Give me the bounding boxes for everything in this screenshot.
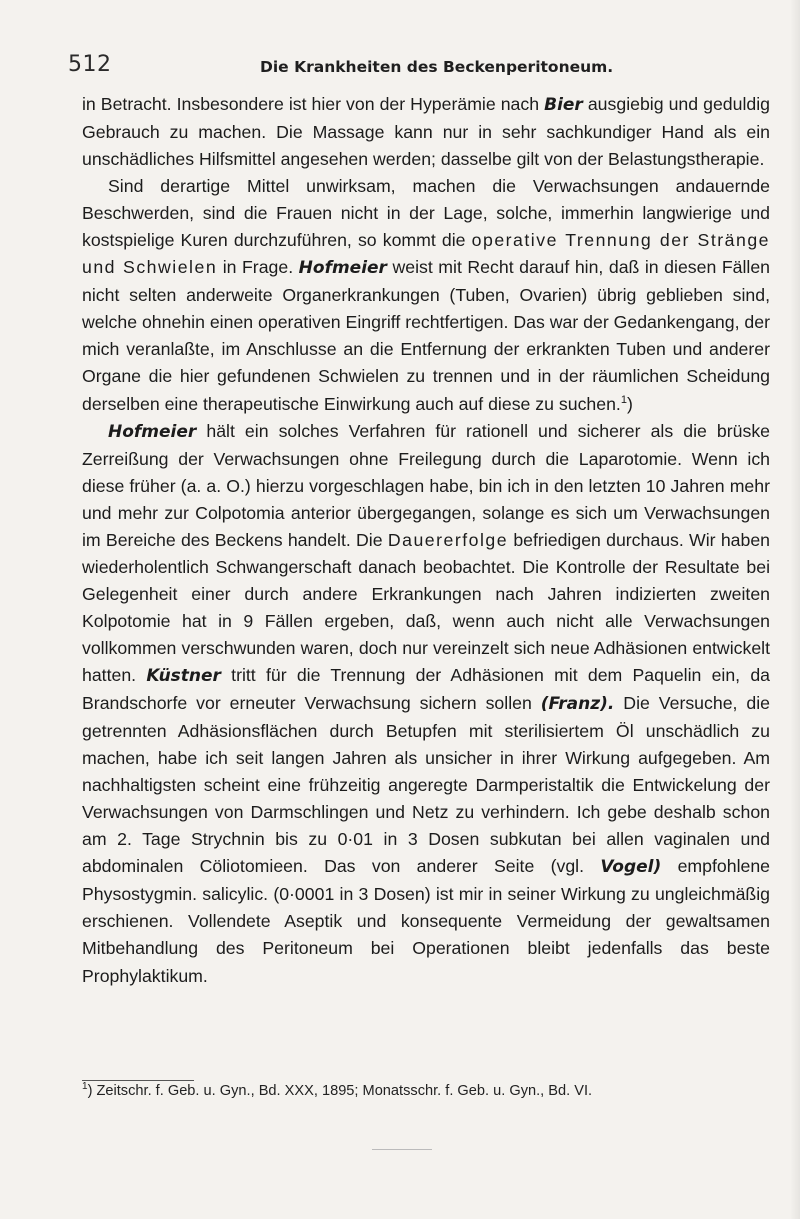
paragraph-3 [82, 418, 770, 990]
emphasis-spaced: operative Trennung der Stränge und Schwielen [82, 230, 770, 278]
footnote-mark: 1 [82, 1081, 88, 1093]
paragraph-2 [82, 173, 770, 417]
text-run: hält ein solches Verfahren für rationell und sicherer als die brüske Zerreißung der Verwachsungen ohne Freilegung durch die Laparotomie. Wenn ich diese früher (a. a. O.) hierzu vorgeschlagen habe, bin ich in den letzten 10 Jahren mehr und mehr zur Colpotomia anterior übergegangen, solange es sich um Verwachsungen im Bereiche des Beckens handelt. Die [82, 420, 770, 550]
paragraph-1 [82, 91, 770, 173]
author-name: Hofmeier [298, 258, 387, 279]
text-run: Sind derartige Mittel unwirksam, machen die Verwachsungen andauernde Beschwerden, sind die Frauen nicht in der Lage, solche, immerhin langwierige und kostspielige Kuren durchzuführen, so kommt die [82, 176, 770, 251]
author-name: Küstner [146, 665, 221, 686]
author-name: Hofmeier [108, 421, 197, 442]
text-run: tritt für die Trennung der Adhäsionen mit dem Paquelin ein, da Brandschorfe vor erneuter Verwachsung sichern sollen [82, 664, 770, 714]
footnote-text: ) Zeitschr. f. Geb. u. Gyn., Bd. XXX, 1895; Monatsschr. f. Geb. u. Gyn., Bd. VI. [87, 1083, 593, 1099]
body-text [82, 91, 770, 990]
text-run: empfohlene Physostygmin. salicylic. (0·0001 in 3 Dosen) ist mir in seiner Wirkung zu ungleichmäßig erschienen. Vollendete Aseptik und konsequente Vermeidung der gewaltsamen Mitbehandlung des Peritoneum bei Operationen bleibt jedenfalls das beste Prophylaktikum. [82, 856, 771, 986]
text-run: weist mit Recht darauf hin, daß in diesen Fällen nicht selten anderweite Organerkrankungen (Tuben, Ovarien) übrig geblieben sind, welche ohnehin einen operativen Eingriff rechtfertigen. Das war der Gedankengang, der mich veranlaßte, im Anschlusse an die Entfernung der erkrankten Tuben und anderer Organe die hier gefundenen Schwielen zu trennen und in der räumlichen Scheidung derselben eine therapeutische Einwirkung auch auf diese zu suchen. [82, 257, 770, 414]
text-run: ausgiebig und geduldig Gebrauch zu machen. Die Massage kann nur in sehr sachkundiger Hand als ein unschädliches Hilfsmittel angesehen werden; dasselbe gilt von der Belastungstherapie. [82, 94, 771, 170]
emphasis-spaced: Dauererfolge [387, 529, 509, 550]
text-run: in Frage. [217, 257, 299, 278]
text-run: befriedigen durchaus. Wir haben wiederholentlich Schwangerschaft danach beobachtet. Die Kontrolle der Resultate bei Gelegenheit einer durch andere Erkrankungen nach Jahren indizierten zweiten Kolpotomie hat in 9 Fällen ergeben, daß, wenn auch nicht alle Verwachsungen vollkommen verschwunden waren, doch nur vereinzelt sich neue Adhäsionen entwickelt hatten. [82, 529, 770, 685]
page-header [68, 48, 780, 78]
running-head: Die Krankheiten des Beckenperitoneum. [260, 58, 614, 76]
page-edge-shadow [790, 0, 800, 1219]
bottom-divider [372, 1149, 432, 1150]
page-number: 512 [68, 52, 112, 77]
text-run: in Betracht. Insbesondere ist hier von der Hyperämie nach [82, 94, 545, 114]
author-name: (Franz). [540, 694, 615, 715]
text-run: Die Versuche, die getrennten Adhäsionsflächen durch Betupfen mit sterilisiertem Öl unschädlich zu machen, habe ich seit langen Jahren als unsicher in ihrer Wirkung aufgegeben. Am nachhaltigsten scheint eine frühzeitig angeregte Darmperistaltik die Entwickelung der Verwachsungen von Darmschlingen und Netz zu verhindern. Ich gebe deshalb schon am 2. Tage Strychnin bis zu 0·01 in 3 Dosen subkutan bei allen vaginalen und abdominalen Cöliotomieen. Das von anderer Seite (vgl. [82, 693, 770, 877]
author-name: Vogel) [600, 857, 662, 878]
author-name: Bier [544, 95, 583, 115]
footnote [82, 1081, 772, 1101]
text-run: ) [626, 393, 633, 414]
footnote-reference: 1 [620, 393, 627, 406]
